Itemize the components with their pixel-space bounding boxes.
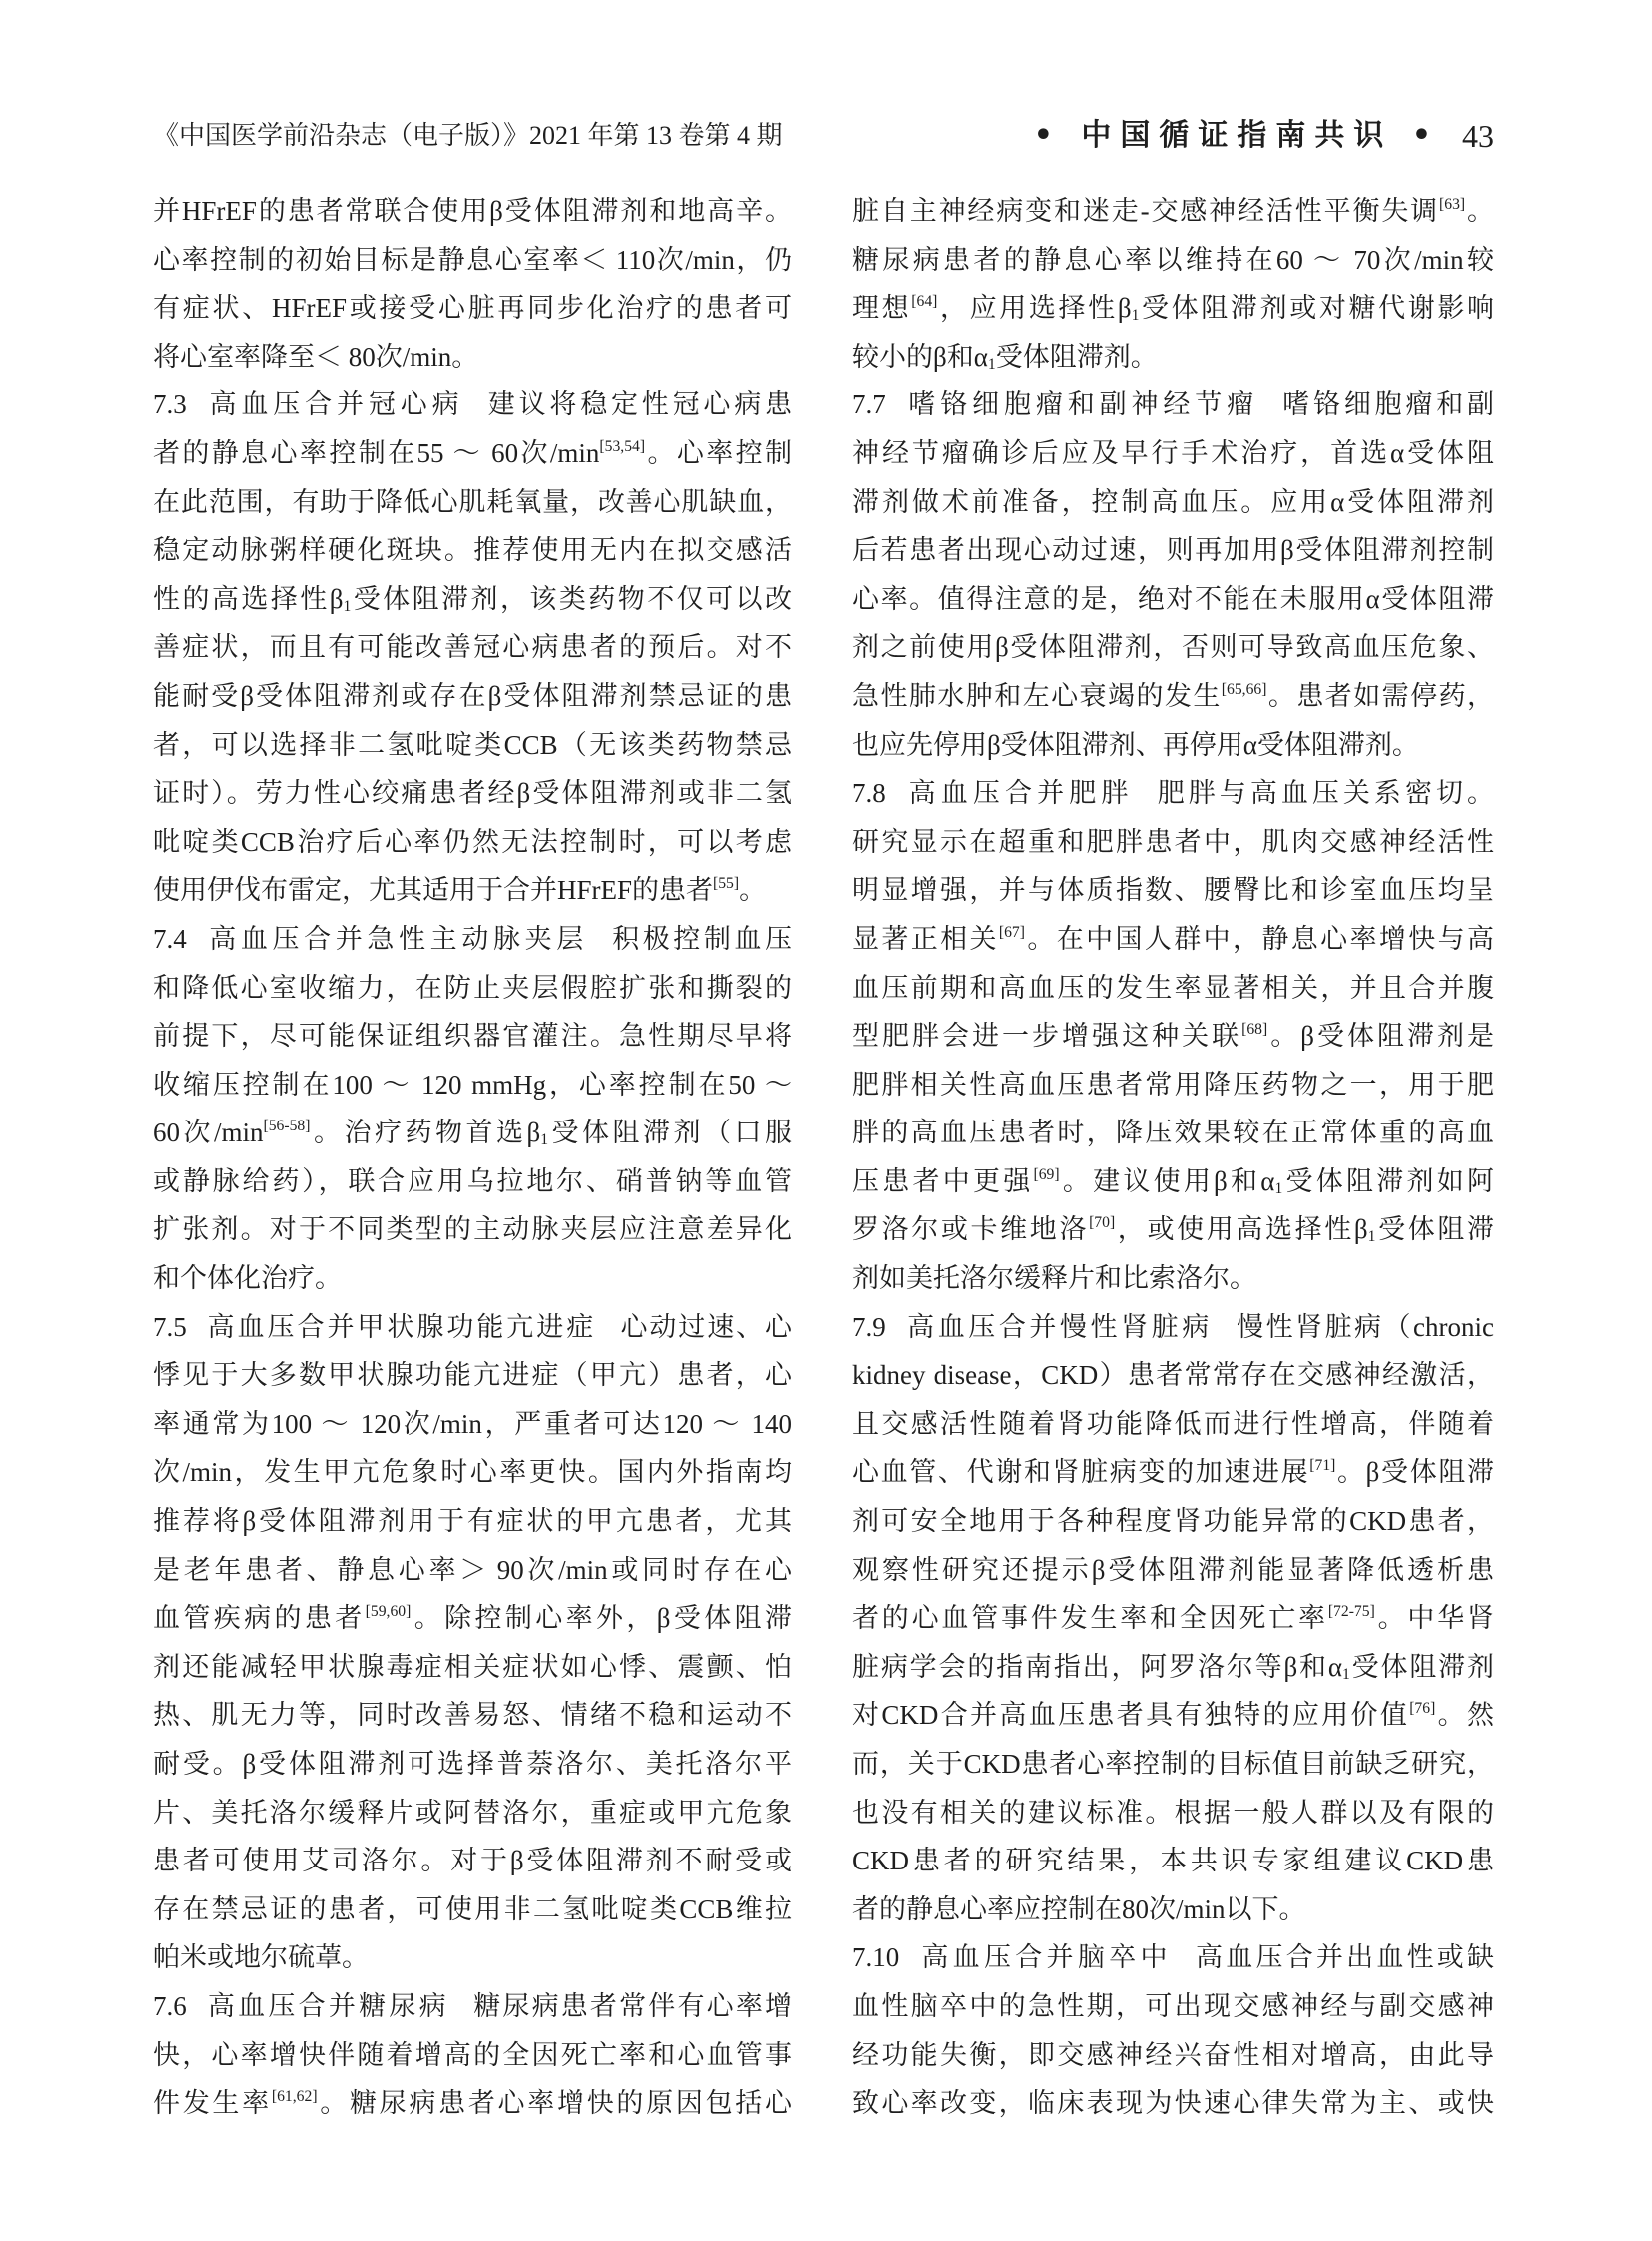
text-line bbox=[852, 1448, 1494, 1497]
citation-superscript: [63] bbox=[1439, 196, 1466, 214]
body-text: 理想 bbox=[852, 293, 912, 324]
citation-superscript: [61,62] bbox=[271, 2088, 318, 2106]
body-text: 型肥胖会进一步增强这种关联 bbox=[852, 1021, 1242, 1052]
text-line bbox=[153, 236, 792, 285]
text-line bbox=[852, 721, 1494, 770]
body-text: 。治疗药物首选β bbox=[310, 1118, 541, 1148]
body-text: 。 bbox=[1465, 196, 1494, 226]
body-text: 善症状，而且有可能改善冠心病患者的预后。对不 bbox=[153, 632, 792, 663]
body-text: 。糖尿病患者心率增快的原因包括心 bbox=[317, 2088, 792, 2119]
text-line bbox=[852, 1061, 1494, 1110]
text-line bbox=[852, 1109, 1494, 1157]
text-line bbox=[153, 818, 792, 867]
citation-superscript: [67] bbox=[998, 923, 1025, 941]
text-line bbox=[852, 575, 1494, 624]
body-text: 观察性研究还提示β受体阻滞剂能显著降低透析患 bbox=[852, 1554, 1494, 1585]
text-line bbox=[153, 333, 792, 381]
text-line bbox=[153, 1061, 792, 1110]
text-line bbox=[852, 380, 1494, 429]
body-text: 是老年患者、静息心率＞ 90次/min或同时存在心 bbox=[153, 1554, 792, 1585]
body-text: 肥胖相关性高血压患者常用降压药物之一，用于肥 bbox=[852, 1069, 1494, 1100]
text-line bbox=[852, 1594, 1494, 1643]
body-text: 罗洛尔或卡维地洛 bbox=[852, 1214, 1090, 1245]
citation-superscript: [70] bbox=[1089, 1214, 1116, 1232]
text-line bbox=[153, 1740, 792, 1789]
body-text: 脏自主神经病变和迷走-交感神经活性平衡失调 bbox=[852, 196, 1440, 226]
body-text: 患者可使用艾司洛尔。对于β受体阻滞剂不耐受或 bbox=[153, 1846, 792, 1876]
paragraph bbox=[852, 1303, 1494, 1934]
body-text: 剂之前使用β受体阻滞剂，否则可导致高血压危象、 bbox=[852, 632, 1494, 663]
page-number: 43 bbox=[1462, 118, 1494, 154]
text-line bbox=[852, 1400, 1494, 1449]
body-text: 。β受体阻滞 bbox=[1335, 1457, 1494, 1488]
body-text: kidney disease，CKD）患者常常存在交感神经激活， bbox=[852, 1360, 1494, 1391]
citation-superscript: [55] bbox=[713, 875, 740, 893]
text-line bbox=[852, 1789, 1494, 1838]
text-line bbox=[852, 333, 1494, 381]
body-text: 脏病学会的指南指出，阿罗洛尔等β和α bbox=[852, 1651, 1343, 1682]
text-line bbox=[852, 915, 1494, 964]
body-text: 建议将稳定性冠心病患 bbox=[487, 389, 792, 420]
body-text: 有症状、HFrEF或接受心脏再同步化治疗的患者可 bbox=[153, 293, 792, 324]
body-text: 片、美托洛尔缓释片或阿替洛尔，重症或甲亢危象 bbox=[153, 1797, 792, 1828]
text-line bbox=[852, 623, 1494, 672]
body-text: 件发生率 bbox=[153, 2088, 272, 2119]
text-line bbox=[852, 1351, 1494, 1400]
citation-superscript: [53,54] bbox=[599, 438, 646, 456]
section-heading: 高血压合并肥胖 bbox=[904, 778, 1134, 809]
section-heading: 嗜铬细胞瘤和副神经节瘤 bbox=[904, 389, 1258, 420]
body-text: 者的静息心率控制在55 ～ 60次/min bbox=[153, 437, 600, 468]
body-text: 受体阻滞剂 bbox=[1349, 1651, 1494, 1682]
section-number: 7.6 bbox=[153, 1990, 187, 2021]
body-text: 。在中国人群中，静息心率增快与高 bbox=[1024, 923, 1494, 954]
paragraph bbox=[153, 380, 792, 915]
section-heading: 高血压合并慢性肾脏病 bbox=[904, 1311, 1213, 1342]
section-label: • 中国循证指南共识 • bbox=[1033, 118, 1440, 153]
body-text: 在此范围，有助于降低心肌耗氧量，改善心肌缺血， bbox=[153, 486, 792, 517]
body-text: 显著正相关 bbox=[852, 923, 999, 954]
body-text: 也应先停用β受体阻滞剂、再停用α受体阻滞剂。 bbox=[852, 729, 1419, 760]
body-text: 心动过速、心 bbox=[620, 1311, 792, 1342]
body-text: 者，可以选择非二氢吡啶类CCB（无该类药物禁忌 bbox=[153, 729, 792, 760]
body-text: 和个体化治疗。 bbox=[153, 1263, 342, 1294]
text-line bbox=[153, 623, 792, 672]
body-text: 血性脑卒中的急性期，可出现交感神经与副交感神 bbox=[852, 1990, 1494, 2021]
section-heading: 高血压合并脑卒中 bbox=[918, 1942, 1172, 1973]
text-line bbox=[153, 1448, 792, 1497]
text-line bbox=[852, 187, 1494, 236]
citation-superscript: [68] bbox=[1241, 1021, 1268, 1039]
paragraph bbox=[852, 187, 1494, 380]
body-text: 慢性肾脏病（chronic bbox=[1237, 1311, 1494, 1342]
text-line bbox=[852, 964, 1494, 1013]
body-text: 受体阻滞剂（口服 bbox=[548, 1118, 792, 1148]
citation-superscript: [72-75] bbox=[1327, 1603, 1375, 1621]
body-text: 者的心血管事件发生率和全因死亡率 bbox=[852, 1603, 1328, 1634]
subscript: 1 bbox=[1131, 307, 1140, 325]
citation-superscript: [71] bbox=[1309, 1457, 1336, 1475]
text-line bbox=[852, 1012, 1494, 1061]
body-text: 使用伊伐布雷定，尤其适用于合并HFrEF的患者 bbox=[153, 875, 714, 906]
text-line bbox=[153, 1400, 792, 1449]
citation-superscript: [64] bbox=[911, 293, 938, 311]
text-line bbox=[153, 866, 792, 915]
text-line bbox=[852, 1254, 1494, 1303]
body-text: 收缩压控制在100 ～ 120 mmHg，心率控制在50 ～ bbox=[153, 1069, 792, 1100]
text-line bbox=[153, 380, 792, 429]
left-column bbox=[153, 187, 792, 2134]
text-line bbox=[852, 672, 1494, 721]
paragraph bbox=[153, 187, 792, 380]
body-text: 证时）。劳力性心绞痛患者经β受体阻滞剂或非二氢 bbox=[153, 778, 792, 809]
body-text: 明显增强，并与体质指数、腰臀比和诊室血压均呈 bbox=[852, 875, 1494, 906]
text-line bbox=[852, 2031, 1494, 2080]
text-line bbox=[153, 1933, 792, 1982]
text-line bbox=[153, 1546, 792, 1595]
body-text: 受体阻滞剂如阿 bbox=[1282, 1165, 1494, 1196]
text-line bbox=[153, 721, 792, 770]
body-text: 心血管、代谢和肾脏病变的加速进展 bbox=[852, 1457, 1310, 1488]
section-number: 7.4 bbox=[153, 923, 187, 954]
body-text: 肥胖与高血压关系密切。 bbox=[1157, 778, 1494, 809]
body-text: 前提下，尽可能保证组织器官灌注。急性期尽早将 bbox=[153, 1021, 792, 1052]
body-text: 受体阻滞剂，该类药物不仅可以改 bbox=[351, 583, 792, 614]
text-line bbox=[852, 818, 1494, 867]
text-line bbox=[153, 1012, 792, 1061]
body-text: 或静脉给药），联合应用乌拉地尔、硝普钠等血管 bbox=[153, 1165, 792, 1196]
body-text: 受体阻滞剂或对糖代谢影响 bbox=[1139, 293, 1494, 324]
body-text: 血管疾病的患者 bbox=[153, 1603, 366, 1634]
body-text: 较小的β和α bbox=[852, 341, 988, 372]
body-text: 剂可安全地用于各种程度肾功能异常的CKD患者， bbox=[852, 1506, 1494, 1537]
subscript: 1 bbox=[987, 355, 996, 373]
section-heading: 高血压合并冠心病 bbox=[205, 389, 464, 420]
body-text: 受体阻滞 bbox=[1375, 1214, 1494, 1245]
section-heading: 高血压合并急性主动脉夹层 bbox=[205, 923, 588, 954]
running-header bbox=[1034, 112, 1494, 160]
text-line bbox=[852, 769, 1494, 818]
body-text: 。心率控制 bbox=[645, 437, 792, 468]
paragraph bbox=[153, 1982, 792, 2128]
body-text: 。β受体阻滞剂是 bbox=[1267, 1021, 1494, 1052]
section-heading: 高血压合并甲状腺功能亢进症 bbox=[205, 1311, 597, 1342]
body-text: 次/min，发生甲亢危象时心率更快。国内外指南均 bbox=[153, 1457, 792, 1488]
text-line bbox=[153, 1254, 792, 1303]
text-line bbox=[852, 1837, 1494, 1885]
body-text: 率通常为100 ～ 120次/min，严重者可达120 ～ 140 bbox=[153, 1408, 792, 1439]
body-text: 心率控制的初始目标是静息心室率＜ 110次/min，仍 bbox=[153, 244, 792, 275]
body-text: 60次/min bbox=[153, 1118, 264, 1148]
section-number: 7.8 bbox=[852, 778, 886, 809]
text-line bbox=[852, 1885, 1494, 1934]
text-line bbox=[852, 1933, 1494, 1982]
body-text: 经功能失衡，即交感神经兴奋性相对增高，由此导 bbox=[852, 2039, 1494, 2070]
subscript: 1 bbox=[540, 1131, 549, 1149]
body-text: 和降低心室收缩力，在防止夹层假腔扩张和撕裂的 bbox=[153, 972, 792, 1003]
text-line bbox=[852, 1982, 1494, 2031]
body-text: ，或使用高选择性β bbox=[1115, 1214, 1368, 1245]
body-text: 压患者中更强 bbox=[852, 1165, 1034, 1196]
text-line bbox=[153, 672, 792, 721]
text-line bbox=[153, 769, 792, 818]
text-line bbox=[852, 2079, 1494, 2128]
body-text: 剂如美托洛尔缓释片和比索洛尔。 bbox=[852, 1263, 1256, 1294]
body-text: 糖尿病患者常伴有心率增 bbox=[473, 1990, 792, 2021]
body-text: 。 bbox=[739, 875, 767, 906]
body-text: 心率。值得注意的是，绝对不能在未服用α受体阻滞 bbox=[852, 583, 1494, 614]
text-line bbox=[153, 1885, 792, 1934]
subscript: 1 bbox=[1367, 1228, 1376, 1246]
body-text: 并HFrEF的患者常联合使用β受体阻滞剂和地高辛。 bbox=[153, 196, 792, 226]
body-text: 耐受。β受体阻滞剂可选择普萘洛尔、美托洛尔平 bbox=[153, 1749, 792, 1779]
text-line bbox=[852, 1546, 1494, 1595]
body-text: 而，关于CKD患者心率控制的目标值目前缺乏研究， bbox=[852, 1749, 1494, 1779]
section-number: 7.9 bbox=[852, 1311, 886, 1342]
body-text: 能耐受β受体阻滞剂或存在β受体阻滞剂禁忌证的患 bbox=[153, 680, 792, 711]
text-line bbox=[852, 526, 1494, 575]
body-text: 积极控制血压 bbox=[612, 923, 792, 954]
text-line bbox=[153, 1157, 792, 1206]
body-text: 。然 bbox=[1435, 1700, 1494, 1731]
section-heading: 高血压合并糖尿病 bbox=[205, 1990, 449, 2021]
text-line bbox=[852, 236, 1494, 285]
text-line bbox=[153, 1109, 792, 1157]
body-text: CKD患者的研究结果，本共识专家组建议CKD患 bbox=[852, 1846, 1494, 1876]
body-text: 受体阻滞剂。 bbox=[995, 341, 1158, 372]
section-number: 7.3 bbox=[153, 389, 187, 420]
body-text: 将心室率降至＜ 80次/min。 bbox=[153, 341, 479, 372]
body-text: 胖的高血压患者时，降压效果较在正常体重的高血 bbox=[852, 1118, 1494, 1148]
body-text: 血压前期和高血压的发生率显著相关，并且合并腹 bbox=[852, 972, 1494, 1003]
body-text: 存在禁忌证的患者，可使用非二氢吡啶类CCB维拉 bbox=[153, 1893, 792, 1924]
paragraph bbox=[153, 915, 792, 1303]
body-text: 滞剂做术前准备，控制高血压。应用α受体阻滞剂 bbox=[852, 486, 1494, 517]
body-text: 。中华肾 bbox=[1374, 1603, 1494, 1634]
body-text: 神经节瘤确诊后应及早行手术治疗，首选α受体阻 bbox=[852, 437, 1494, 468]
text-line bbox=[852, 429, 1494, 478]
text-line bbox=[153, 575, 792, 624]
citation-superscript: [56-58] bbox=[263, 1118, 311, 1135]
text-line bbox=[153, 1691, 792, 1740]
body-text: 。患者如需停药， bbox=[1266, 680, 1494, 711]
subscript: 1 bbox=[1342, 1665, 1350, 1683]
text-line bbox=[153, 1497, 792, 1546]
citation-superscript: [69] bbox=[1033, 1165, 1060, 1183]
body-text: 后若患者出现心动过速，则再加用β受体阻滞剂控制 bbox=[852, 535, 1494, 566]
paragraph bbox=[852, 380, 1494, 769]
body-text: 也没有相关的建议标准。根据一般人群以及有限的 bbox=[852, 1797, 1494, 1828]
text-line bbox=[153, 284, 792, 333]
body-text: 稳定动脉粥样硬化斑块。推荐使用无内在拟交感活 bbox=[153, 535, 792, 566]
text-line bbox=[153, 1205, 792, 1254]
text-line bbox=[852, 1303, 1494, 1352]
body-text: 且交感活性随着肾功能降低而进行性增高，伴随着 bbox=[852, 1408, 1494, 1439]
paragraph bbox=[852, 1933, 1494, 2127]
body-text: 热、肌无力等，同时改善易怒、情绪不稳和运动不 bbox=[153, 1700, 792, 1731]
paragraph bbox=[153, 1303, 792, 1982]
text-line bbox=[153, 1789, 792, 1838]
body-text: 快，心率增快伴随着增高的全因死亡率和心血管事 bbox=[153, 2039, 792, 2070]
body-text: 性的高选择性β bbox=[153, 583, 344, 614]
text-line bbox=[153, 915, 792, 964]
body-text: 者的静息心率应控制在80次/min以下。 bbox=[852, 1893, 1306, 1924]
text-line bbox=[153, 526, 792, 575]
text-line bbox=[153, 964, 792, 1013]
paragraph bbox=[852, 769, 1494, 1303]
text-line bbox=[153, 1982, 792, 2031]
text-line bbox=[852, 284, 1494, 333]
subscript: 1 bbox=[343, 597, 352, 615]
body-text: 糖尿病患者的静息心率以维持在60 ～ 70次/min较 bbox=[852, 244, 1494, 275]
citation-superscript: [76] bbox=[1409, 1700, 1436, 1718]
text-line bbox=[852, 1205, 1494, 1254]
text-line bbox=[852, 1740, 1494, 1789]
section-number: 7.5 bbox=[153, 1311, 187, 1342]
body-text: 嗜铬细胞瘤和副 bbox=[1282, 389, 1494, 420]
right-column bbox=[852, 187, 1494, 2134]
text-line bbox=[153, 2079, 792, 2128]
subscript: 1 bbox=[1274, 1180, 1283, 1197]
text-line bbox=[153, 478, 792, 527]
text-line bbox=[153, 1351, 792, 1400]
body-text: 致心率改变，临床表现为快速心律失常为主、或快 bbox=[852, 2088, 1494, 2119]
text-line bbox=[852, 1691, 1494, 1740]
section-number: 7.7 bbox=[852, 389, 886, 420]
body-text: 悸见于大多数甲状腺功能亢进症（甲亢）患者，心 bbox=[153, 1360, 792, 1391]
body-text: 推荐将β受体阻滞剂用于有症状的甲亢患者，尤其 bbox=[153, 1506, 792, 1537]
text-line bbox=[852, 478, 1494, 527]
text-line bbox=[153, 1837, 792, 1885]
text-line bbox=[153, 1643, 792, 1692]
body-text: 帕米或地尔硫䓬。 bbox=[153, 1942, 369, 1973]
citation-superscript: [59,60] bbox=[365, 1603, 412, 1621]
body-text: 研究显示在超重和肥胖患者中，肌肉交感神经活性 bbox=[852, 826, 1494, 857]
citation-superscript: [65,66] bbox=[1221, 680, 1267, 698]
text-line bbox=[153, 2031, 792, 2080]
body-text: 。建议使用β和α bbox=[1059, 1165, 1275, 1196]
section-number: 7.10 bbox=[852, 1942, 900, 1973]
text-line bbox=[852, 1497, 1494, 1546]
text-line bbox=[153, 429, 792, 478]
body-text: 对CKD合并高血压患者具有独特的应用价值 bbox=[852, 1700, 1410, 1731]
text-line bbox=[852, 1157, 1494, 1206]
body-text: 急性肺水肿和左心衰竭的发生 bbox=[852, 680, 1222, 711]
body-text: 高血压合并出血性或缺 bbox=[1196, 1942, 1494, 1973]
body-text: 扩张剂。对于不同类型的主动脉夹层应注意差异化 bbox=[153, 1214, 792, 1245]
body-text: 。除控制心率外，β受体阻滞 bbox=[411, 1603, 792, 1634]
body-text: 吡啶类CCB治疗后心率仍然无法控制时，可以考虑 bbox=[153, 826, 792, 857]
text-line bbox=[153, 187, 792, 236]
body-text: ，应用选择性β bbox=[937, 293, 1132, 324]
text-line bbox=[153, 1594, 792, 1643]
journal-citation: 《中国医学前沿杂志（电子版）》2021 年第 13 卷第 4 期 bbox=[153, 121, 783, 150]
body-text: 剂还能减轻甲状腺毒症相关症状如心悸、震颤、怕 bbox=[153, 1651, 792, 1682]
text-line bbox=[852, 1643, 1494, 1692]
text-line bbox=[852, 866, 1494, 915]
text-line bbox=[153, 1303, 792, 1352]
